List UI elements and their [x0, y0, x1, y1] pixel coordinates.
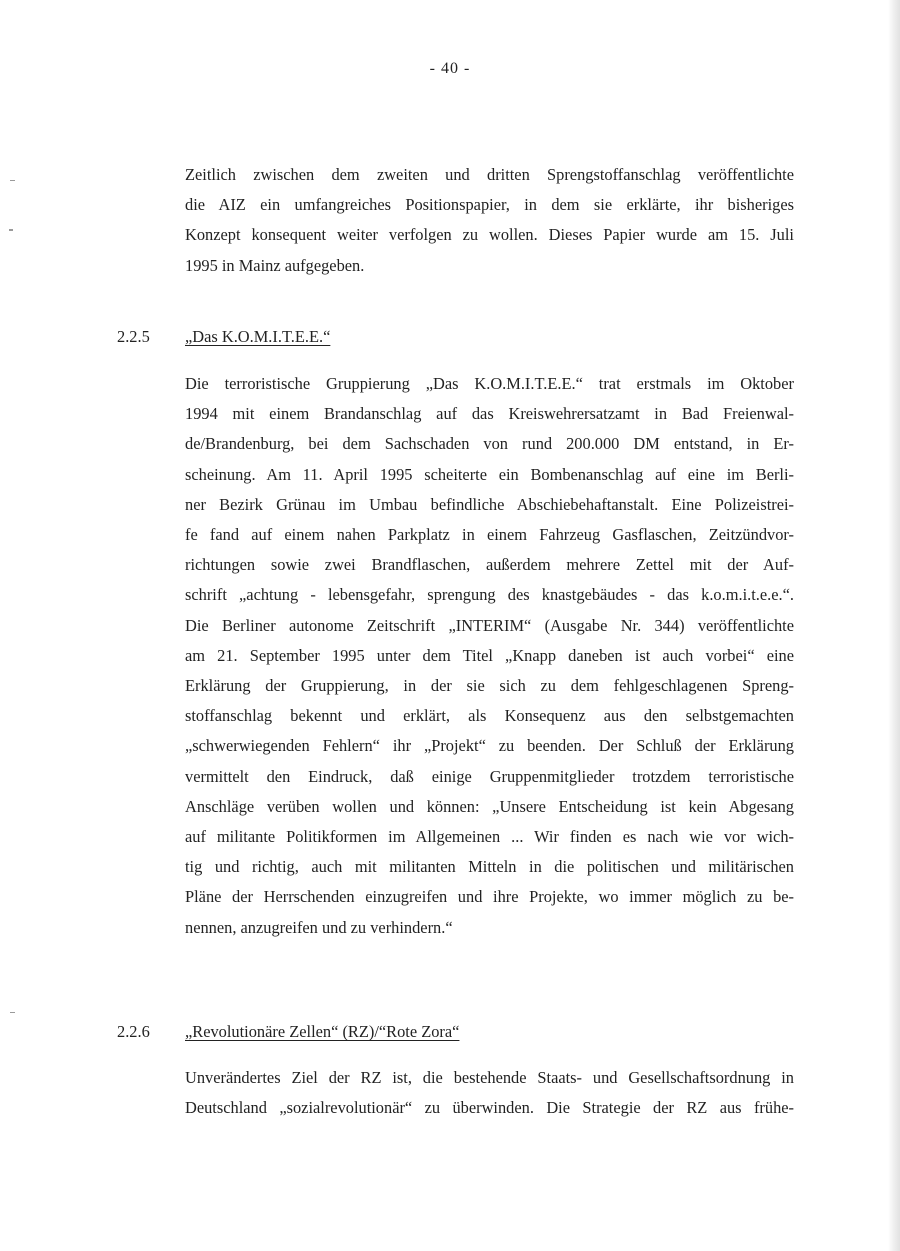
section-225-paragraph	[185, 369, 794, 943]
text-line: Unverändertes Ziel der RZ ist, die bestehende Staats- und Gesellschaftsordnung in	[185, 1068, 794, 1087]
text-line: 1994 mit einem Brandanschlag auf das Kreiswehrersatzamt in Bad Freienwal-	[185, 404, 794, 424]
page-number: - 40 -	[429, 60, 471, 77]
text-line: Erklärung der Gruppierung, in der sie sich zu dem fehlgeschlagenen Spreng-	[185, 676, 794, 696]
text-line: die AIZ ein umfangreiches Positionspapier, in dem sie erklärte, ihr bisheriges	[185, 195, 794, 215]
section-title: „Das K.O.M.I.T.E.E.“	[185, 327, 331, 346]
text-line: richtungen sowie zwei Brandflaschen, außerdem mehrere Zettel mit der Auf-	[185, 555, 794, 575]
text-line: scheinung. Am 11. April 1995 scheiterte ein Bombenanschlag auf eine im Berli-	[185, 464, 794, 484]
text-line: fe fand auf einem nahen Parkplatz in einem Fahrzeug Gasflaschen, Zeitzündvor-	[185, 525, 794, 545]
text-line: stoffanschlag bekennt und erklärt, als Konsequenz aus den selbstgemachten	[185, 706, 794, 726]
scan-mark	[9, 229, 13, 231]
text-line: schrift „achtung - lebensgefahr, sprengung des knastgebäudes - das k.o.m.i.t.e.e.“.	[185, 585, 794, 605]
text-line: Konzept konsequent weiter verfolgen zu wollen. Dieses Papier wurde am 15. Juli	[185, 225, 794, 245]
text-line: nennen, anzugreifen und zu verhindern.“	[185, 917, 453, 937]
text-line: Zeitlich zwischen dem zweiten und dritten Sprengstoffanschlag veröffentlichte	[185, 165, 794, 184]
scan-mark	[10, 180, 15, 181]
section-number: 2.2.5	[117, 327, 150, 346]
text-line: am 21. September 1995 unter dem Titel „Knapp daneben ist auch vorbei“ eine	[185, 645, 794, 665]
text-line: de/Brandenburg, bei dem Sachschaden von rund 200.000 DM entstand, in Er-	[185, 434, 794, 454]
text-line: auf militante Politikformen im Allgemeinen ... Wir finden es nach wie vor wich-	[185, 827, 794, 847]
text-line: vermittelt den Eindruck, daß einige Gruppenmitglieder trotzdem terroristische	[185, 766, 794, 786]
text-line: „schwerwiegenden Fehlern“ ihr „Projekt“ zu beenden. Der Schluß der Erklärung	[185, 736, 794, 756]
section-heading-226	[0, 1022, 900, 1046]
scan-mark	[10, 1012, 15, 1013]
intro-paragraph	[185, 160, 794, 281]
section-226-paragraph	[185, 1063, 794, 1123]
text-line: Pläne der Herrschenden einzugreifen und ihre Projekte, wo immer möglich zu be-	[185, 887, 794, 907]
section-number: 2.2.6	[117, 1022, 150, 1041]
text-line: ner Bezirk Grünau im Umbau befindliche Abschiebehaftanstalt. Eine Polizeistrei-	[185, 494, 794, 514]
text-line: Anschläge verüben wollen und können: „Unsere Entscheidung ist kein Abgesang	[185, 796, 794, 816]
text-line: tig und richtig, auch mit militanten Mitteln in die politischen und militärischen	[185, 857, 794, 877]
text-line: 1995 in Mainz aufgegeben.	[185, 255, 365, 275]
section-title: „Revolutionäre Zellen“ (RZ)/“Rote Zora“	[185, 1022, 460, 1041]
text-line: Die terroristische Gruppierung „Das K.O.M.I.T.E.E.“ trat erstmals im Oktober	[185, 374, 794, 393]
page-edge-shadow	[888, 0, 900, 1251]
text-line: Deutschland „sozialrevolutionär“ zu überwinden. Die Strategie der RZ aus frühe-	[185, 1098, 794, 1118]
section-heading-225	[0, 327, 900, 351]
text-line: Die Berliner autonome Zeitschrift „INTERIM“ (Ausgabe Nr. 344) veröffentlichte	[185, 615, 794, 635]
